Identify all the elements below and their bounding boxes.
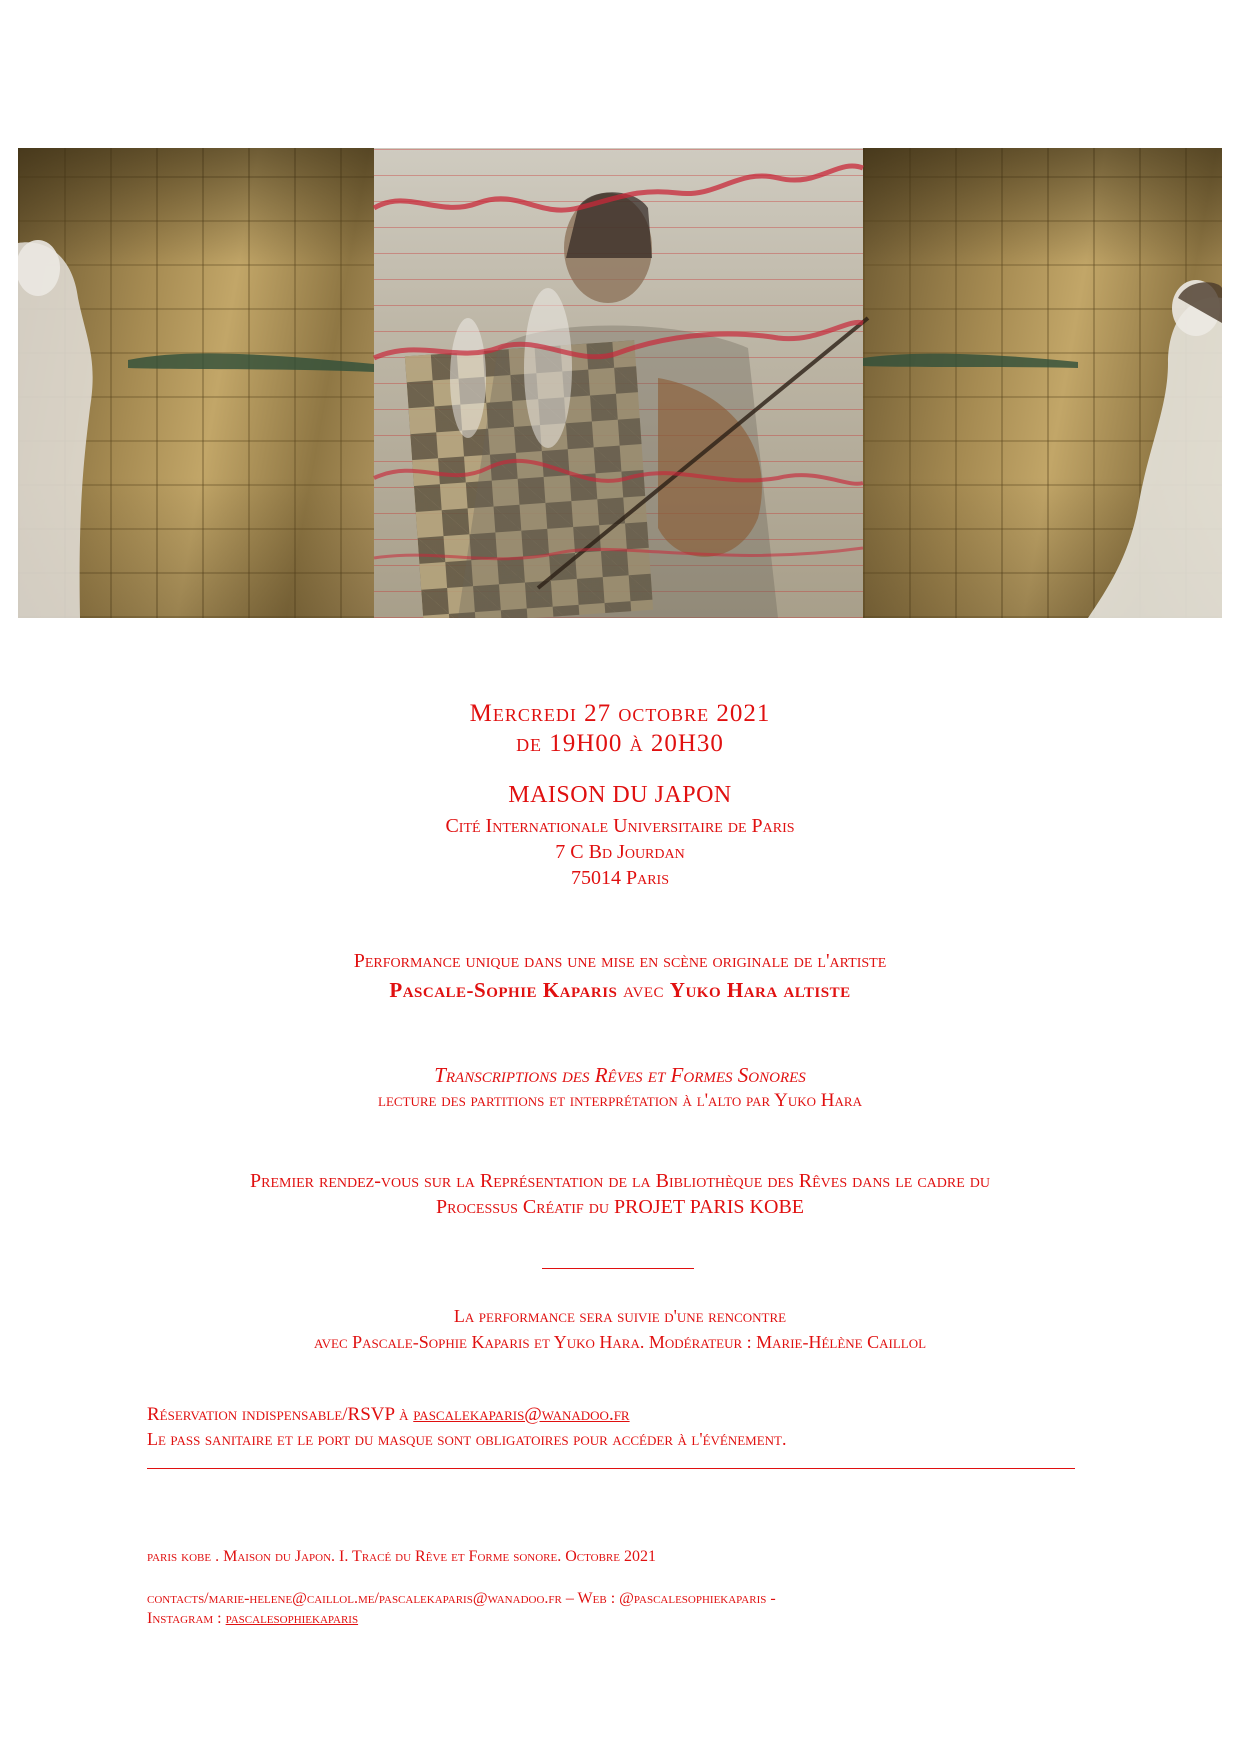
- performance-description: Performance unique dans une mise en scène originale de l'artiste: [353, 950, 887, 972]
- premier-line2: Processus Créatif du PROJET PARIS KOBE: [436, 1196, 804, 1218]
- footer-credit: paris kobe . Maison du Japon. I. Tracé du Rêve et Forme sonore. Octobre 2021: [147, 1548, 656, 1565]
- event-time: de 19H00 à 20H30: [516, 730, 724, 757]
- reservation-line: [147, 1404, 630, 1426]
- musician-name: Yuko Hara altiste: [669, 978, 851, 1002]
- reservation-prefix: Réservation indispensable/RSVP à: [147, 1404, 414, 1425]
- reservation-email-link[interactable]: pascalekaparis@wanadoo.fr: [413, 1404, 630, 1425]
- venue-address-line3: 75014 Paris: [570, 867, 670, 889]
- banner-illustration: [18, 148, 1222, 618]
- event-date: Mercredi 27 octobre 2021: [469, 700, 771, 727]
- venue-address-line2: 7 C Bd Jourdan: [555, 841, 685, 863]
- footer-divider: [147, 1468, 1075, 1469]
- instagram-prefix: Instagram :: [147, 1610, 226, 1627]
- pass-sanitaire-notice: Le pass sanitaire et le port du masque sont obligatoires pour accéder à l'événement.: [147, 1429, 787, 1449]
- rencontre-line2: avec Pascale-Sophie Kaparis et Yuko Hara. Modérateur : Marie-Hélène Caillol: [313, 1332, 927, 1352]
- performance-reading: lecture des partitions et interprétation à l'alto par Yuko Hara: [378, 1090, 862, 1111]
- performance-artists: [0, 978, 1240, 1003]
- premier-line1: Premier rendez-vous sur la Représentation de la Bibliothèque des Rêves dans le cadre du: [250, 1170, 990, 1192]
- venue-address-line1: Cité Internationale Universitaire de Paris: [445, 815, 795, 837]
- footer-instagram: [147, 1610, 358, 1628]
- instagram-link[interactable]: pascalesophiekaparis: [225, 1610, 359, 1627]
- avec-label: avec: [617, 978, 670, 1002]
- banner-image: [18, 148, 1222, 618]
- venue-name: MAISON DU JAPON: [508, 782, 732, 808]
- footer-contacts: contacts/marie-helene@caillol.me/pascalekaparis@wanadoo.fr – Web : @pascalesophiekaparis -: [147, 1590, 776, 1607]
- performance-title: Transcriptions des Rêves et Formes Sonores: [434, 1063, 806, 1087]
- rencontre-line1: La performance sera suivie d'une rencontre: [453, 1306, 787, 1326]
- section-divider: [542, 1268, 694, 1269]
- artist-name: Pascale-Sophie Kaparis: [389, 978, 618, 1002]
